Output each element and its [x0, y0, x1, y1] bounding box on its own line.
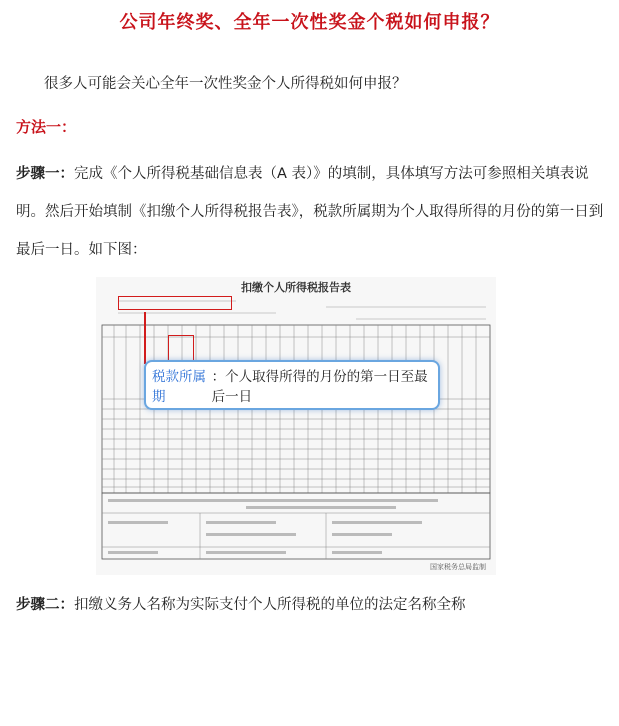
page-title: 公司年终奖、全年一次性奖金个税如何申报？: [119, 12, 500, 33]
tax-period-highlight-box: [118, 296, 232, 310]
callout-text: ：个人取得所得的月份的第一日至最后一日: [211, 369, 428, 405]
form-drawing: [96, 277, 496, 575]
step1-paragraph: [16, 155, 606, 269]
form-footer-stamp: 国家税务总局监制: [430, 563, 486, 571]
step2-text: 扣缴义务人名称为实际支付个人所得税的单位的法定名称全称: [74, 597, 466, 613]
step2-label: 步骤二：: [16, 597, 74, 613]
callout-highlight: 税款所属期: [152, 369, 206, 405]
form-title: 扣缴个人所得税报告表: [241, 281, 351, 294]
tax-period-callout: [144, 360, 440, 410]
step2-paragraph: [16, 593, 466, 614]
intro-paragraph: 很多人可能会关心全年一次性奖金个人所得税如何申报？: [44, 76, 407, 92]
step1-label: 步骤一：: [16, 166, 74, 182]
method-heading: 方法一：: [16, 118, 77, 136]
tax-report-form-image: [96, 277, 496, 575]
callout-connector-line: [144, 312, 146, 364]
step1-text: 完成《个人所得税基础信息表（A 表）》的填制，具体填写方法可参照相关填表说明。然后开始填制《扣缴个人所得税报告表》，税款所属期为个人取得所得的月份的第一日到最后一日。如下图：: [16, 166, 604, 258]
